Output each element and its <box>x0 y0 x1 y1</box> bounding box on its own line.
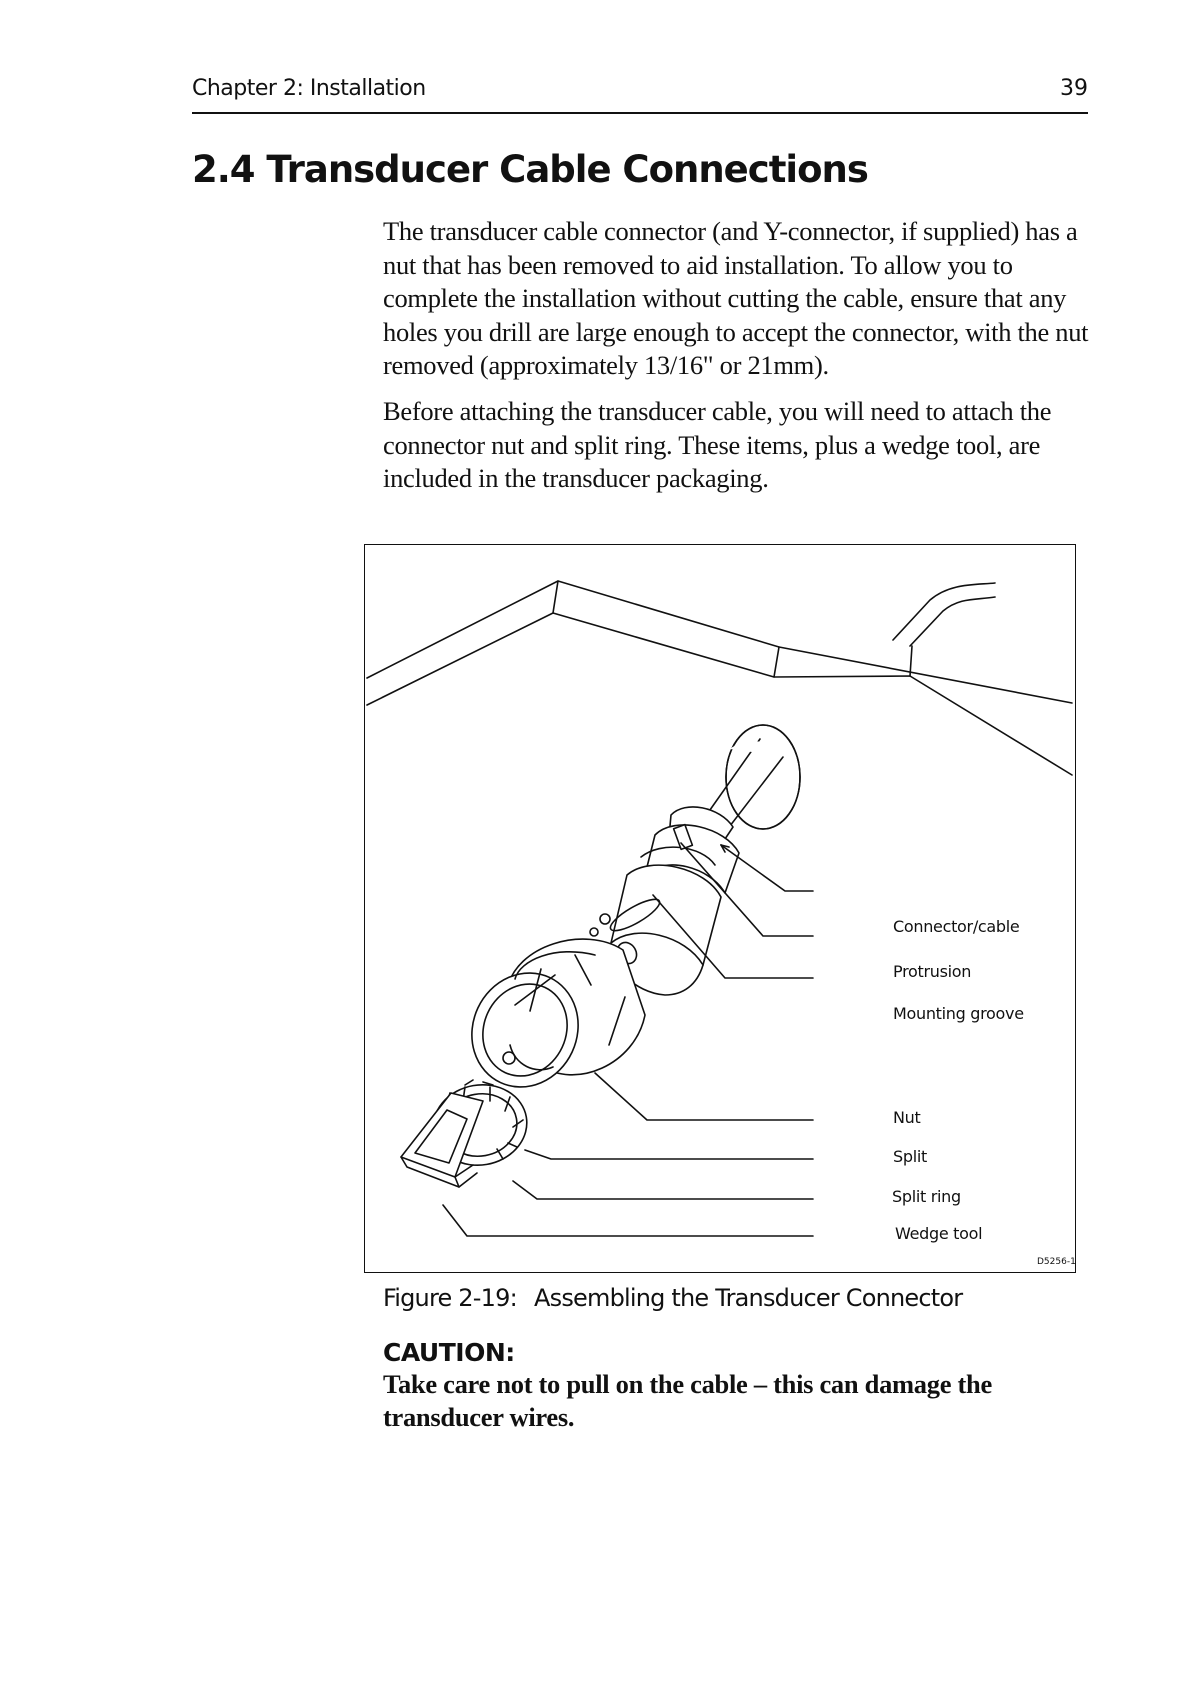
label-wedge-tool: Wedge tool <box>895 1224 983 1243</box>
page-header <box>192 72 1088 114</box>
drawing-code: D5256-1 <box>1037 1257 1076 1267</box>
connector-nut <box>453 939 645 1104</box>
label-connector-cable: Connector/cable <box>893 917 1020 936</box>
connector-illustration <box>365 545 1077 1274</box>
page-number: 39 <box>1060 76 1088 101</box>
leader-split-ring <box>513 1181 813 1199</box>
paragraph-nut-removed: The transducer cable connector (and Y-connector, if supplied) has a nut that has been removed to aid installation. To allow you to complete the installation without cutting the cable, ensure that any holes you drill are large enough to accept the connector, with the nut removed (approximately 13/16" or 21mm). <box>383 216 1089 380</box>
figure-caption-text: Assembling the Transducer Connector <box>534 1284 963 1312</box>
label-mounting-groove: Mounting groove <box>893 1004 1024 1023</box>
caution-text: Take care not to pull on the cable – this can damage the transducer wires. <box>383 1369 992 1432</box>
label-nut: Nut <box>893 1108 921 1127</box>
label-split-ring: Split ring <box>892 1187 961 1206</box>
chapter-title: Chapter 2: Installation <box>192 76 426 101</box>
caution-heading: CAUTION: <box>383 1338 515 1367</box>
leader-nut <box>595 1073 813 1120</box>
figure-transducer-connector <box>364 544 1076 1273</box>
hull-surface <box>367 581 1072 775</box>
figure-caption-number: Figure 2-19: <box>383 1284 517 1312</box>
paragraph-attach-cable: Before attaching the transducer cable, you will need to attach the connector nut and split ring. These items, plus a wedge tool, are included in the transducer packaging. <box>383 396 1052 493</box>
section-title: 2.4 Transducer Cable Connections <box>192 148 868 191</box>
label-protrusion: Protrusion <box>893 962 972 981</box>
leader-wedge-tool <box>443 1205 813 1236</box>
leader-split <box>525 1150 813 1159</box>
label-split: Split <box>893 1147 927 1166</box>
